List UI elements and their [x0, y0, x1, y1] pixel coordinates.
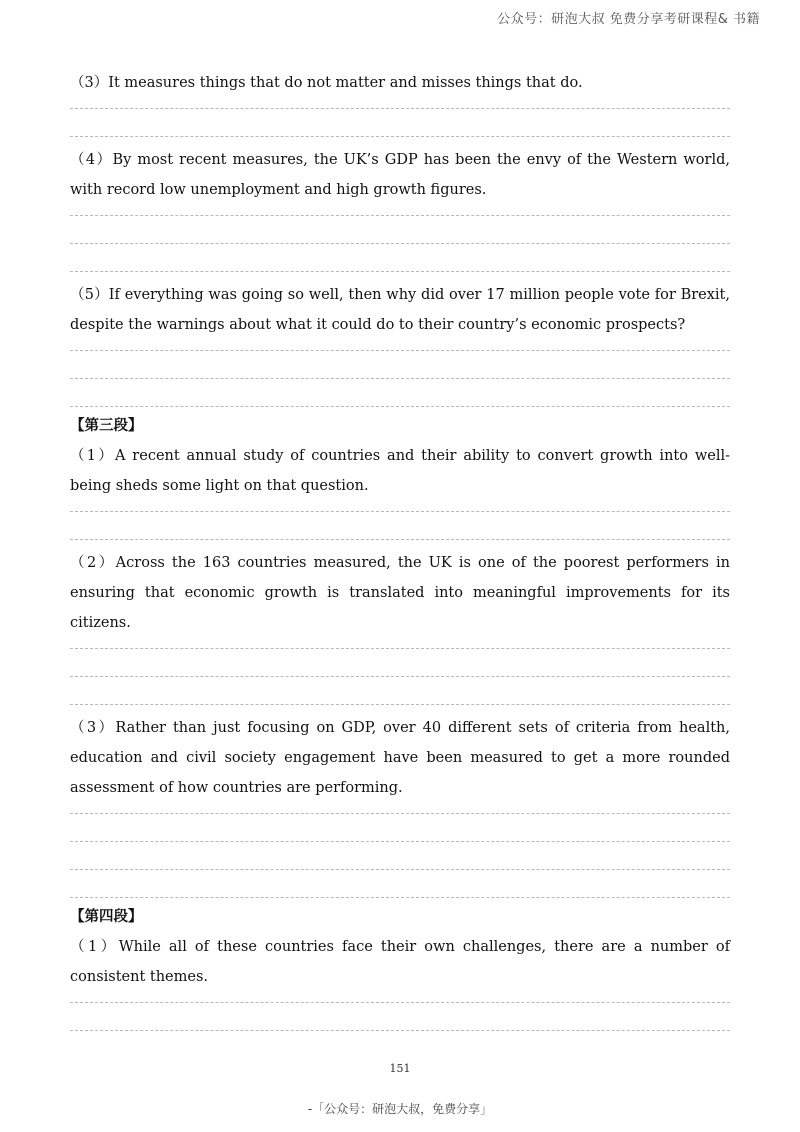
- answer-line[interactable]: [70, 406, 730, 407]
- answer-lines: [70, 215, 730, 272]
- sentence-text: （4）By most recent measures, the UK’s GDP has been the envy of the Western world, with record low unemployment and high growth figures.: [70, 152, 730, 198]
- section-heading: 【第四段】: [70, 909, 143, 925]
- answer-line[interactable]: [70, 813, 730, 841]
- sentence-text: （2）Across the 163 countries measured, the UK is one of the poorest performers in ensuring that economic growth is translated into meaningful improvements for its citizens.: [70, 555, 730, 631]
- sentence-item: [70, 145, 730, 272]
- answer-line[interactable]: [70, 648, 730, 676]
- document-body: [70, 68, 730, 1039]
- sentence-text: （5）If everything was going so well, then why did over 17 million people vote for Brexit, despite the warnings about what it could do to their country’s economic prospects?: [70, 287, 730, 333]
- answer-line[interactable]: [70, 869, 730, 897]
- footer-watermark: -「公众号：研泡大叔，免费分享」: [307, 1102, 493, 1116]
- answer-line[interactable]: [70, 108, 730, 136]
- answer-lines: [70, 350, 730, 407]
- answer-line[interactable]: [70, 378, 730, 406]
- answer-line[interactable]: [70, 897, 730, 898]
- answer-lines: [70, 511, 730, 540]
- answer-line[interactable]: [70, 841, 730, 869]
- answer-line[interactable]: [70, 1002, 730, 1030]
- answer-lines: [70, 648, 730, 705]
- answer-line[interactable]: [70, 1030, 730, 1031]
- answer-lines: [70, 813, 730, 898]
- sentence-text: （1）A recent annual study of countries and their ability to convert growth into well-being sheds some light on that question.: [70, 448, 730, 494]
- sentence-item: [70, 713, 730, 898]
- answer-line[interactable]: [70, 350, 730, 378]
- sentence-text: （1）While all of these countries face their own challenges, there are a number of consistent themes.: [70, 939, 730, 985]
- page-number: 151: [389, 1062, 411, 1075]
- answer-line[interactable]: [70, 511, 730, 539]
- section-heading: 【第三段】: [70, 418, 143, 434]
- sentence-item: [70, 548, 730, 705]
- answer-lines: [70, 1002, 730, 1031]
- answer-line[interactable]: [70, 136, 730, 137]
- sentence-item: [70, 68, 730, 137]
- sentence-item: [70, 441, 730, 540]
- answer-line[interactable]: [70, 539, 730, 540]
- answer-lines: [70, 108, 730, 137]
- header-watermark: 公众号：研泡大叔 免费分享考研课程& 书籍: [497, 12, 760, 27]
- answer-line[interactable]: [70, 271, 730, 272]
- sentence-text: （3）Rather than just focusing on GDP, over 40 different sets of criteria from health, education and civil society engagement have been measured to get a more rounded assessment of how countries are performing.: [70, 720, 730, 796]
- sentence-text: （3）It measures things that do not matter and misses things that do.: [70, 75, 583, 91]
- sentence-item: [70, 932, 730, 1031]
- sentence-item: [70, 280, 730, 407]
- answer-line[interactable]: [70, 704, 730, 705]
- answer-line[interactable]: [70, 215, 730, 243]
- answer-line[interactable]: [70, 676, 730, 704]
- answer-line[interactable]: [70, 243, 730, 271]
